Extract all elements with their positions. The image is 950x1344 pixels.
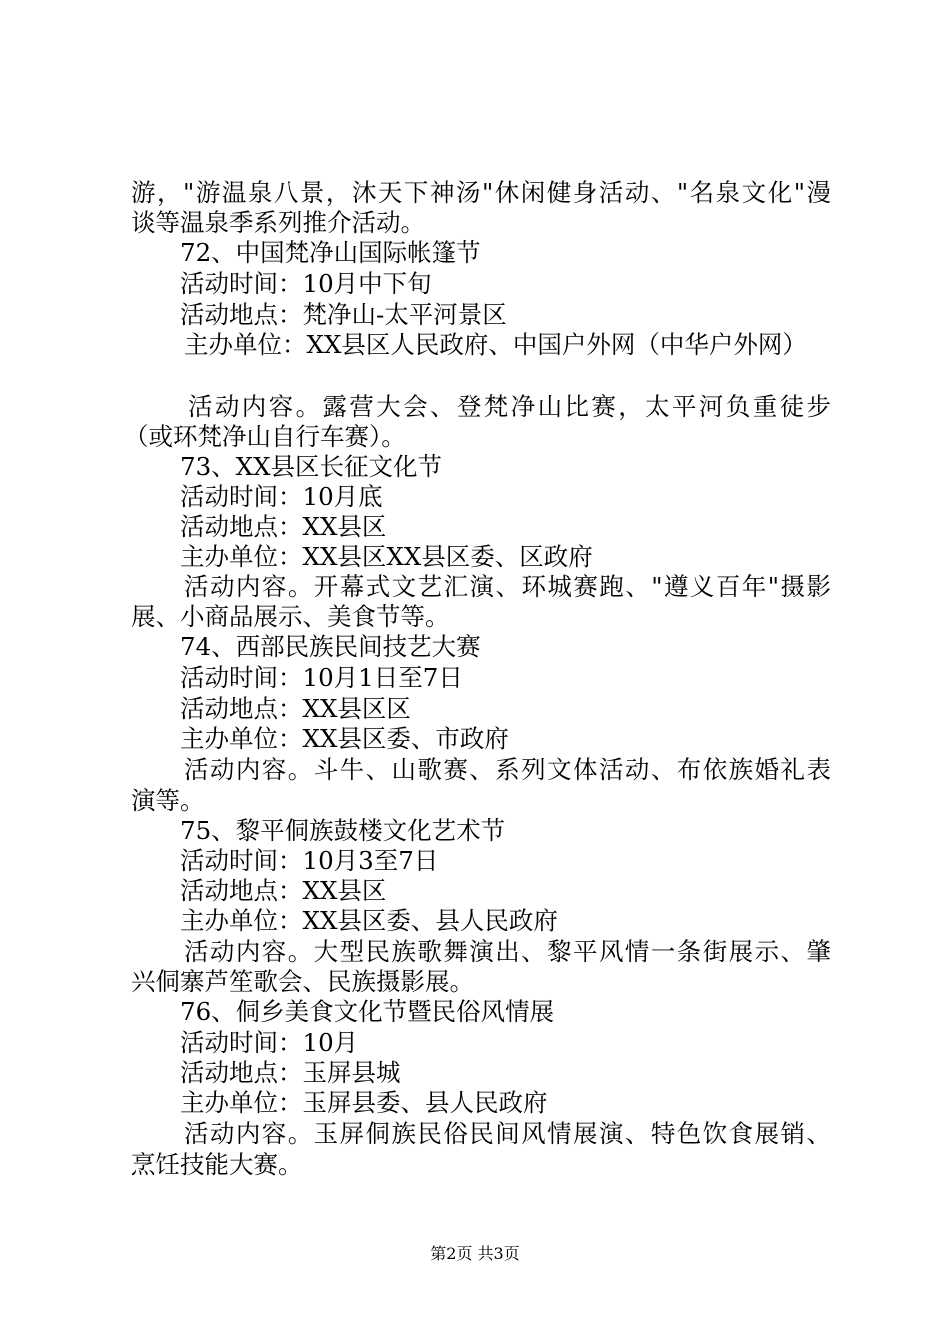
section-heading: 74、西部民族民间技艺大赛: [180, 632, 481, 661]
paragraph-line: 活动地点：XX县区: [180, 876, 387, 905]
paragraph-line: 主办单位：XX县区XX县区委、区政府: [180, 542, 593, 571]
paragraph-line: 活动时间：10月3至7日: [180, 846, 439, 875]
paragraph-line: 活动内容。露营大会、登梵净山比赛，太平河负重徒步: [188, 392, 831, 421]
paragraph-line: 活动内容。斗牛、山歌赛、系列文体活动、布依族婚礼表: [184, 755, 831, 784]
page-footer: 第2页 共3页: [430, 1244, 520, 1263]
paragraph-line: 活动内容。大型民族歌舞演出、黎平风情一条街展示、肇: [184, 937, 831, 966]
paragraph-line: 活动地点：XX县区: [180, 512, 387, 541]
paragraph-line: 活动地点：XX县区区: [180, 694, 411, 723]
paragraph-line: 活动时间：10月底: [180, 482, 383, 511]
paragraph-line: （或环梵净山自行车赛）。: [124, 422, 406, 451]
section-heading: 72、中国梵净山国际帐篷节: [180, 238, 481, 267]
paragraph-line: 演等。: [131, 786, 205, 815]
paragraph-line: 活动内容。玉屏侗族民俗民间风情展演、特色饮食展销、: [184, 1119, 831, 1148]
paragraph-line: 主办单位：XX县区人民政府、中国户外网（中华户外网）: [184, 330, 807, 359]
paragraph-line: 活动地点：玉屏县城: [180, 1058, 401, 1087]
section-heading: 75、黎平侗族鼓楼文化艺术节: [180, 816, 506, 845]
paragraph-line: 主办单位：XX县区委、县人民政府: [180, 906, 558, 935]
paragraph-line: 活动时间：10月: [180, 1028, 359, 1057]
paragraph-line: 展、小商品展示、美食节等。: [131, 602, 450, 631]
paragraph-line: 活动内容。开幕式文艺汇演、环城赛跑、"遵义百年"摄影: [184, 572, 831, 601]
paragraph-line: 烹饪技能大赛。: [131, 1150, 303, 1179]
section-heading: 76、侗乡美食文化节暨民俗风情展: [180, 997, 555, 1026]
paragraph-line: 主办单位：玉屏县委、县人民政府: [180, 1088, 548, 1117]
paragraph-line: 游，"游温泉八景，沐天下神汤"休闲健身活动、"名泉文化"漫: [131, 178, 831, 207]
paragraph-line: 活动时间：10月中下旬: [180, 269, 432, 298]
section-heading: 73、XX县区长征文化节: [180, 452, 443, 481]
paragraph-line: 兴侗寨芦笙歌会、民族摄影展。: [131, 967, 474, 996]
paragraph-line: 活动时间：10月1日至7日: [180, 663, 463, 692]
paragraph-line: 活动地点：梵净山-太平河景区: [180, 300, 507, 329]
paragraph-line: 谈等温泉季系列推介活动。: [131, 208, 425, 237]
paragraph-line: 主办单位：XX县区委、市政府: [180, 724, 509, 753]
